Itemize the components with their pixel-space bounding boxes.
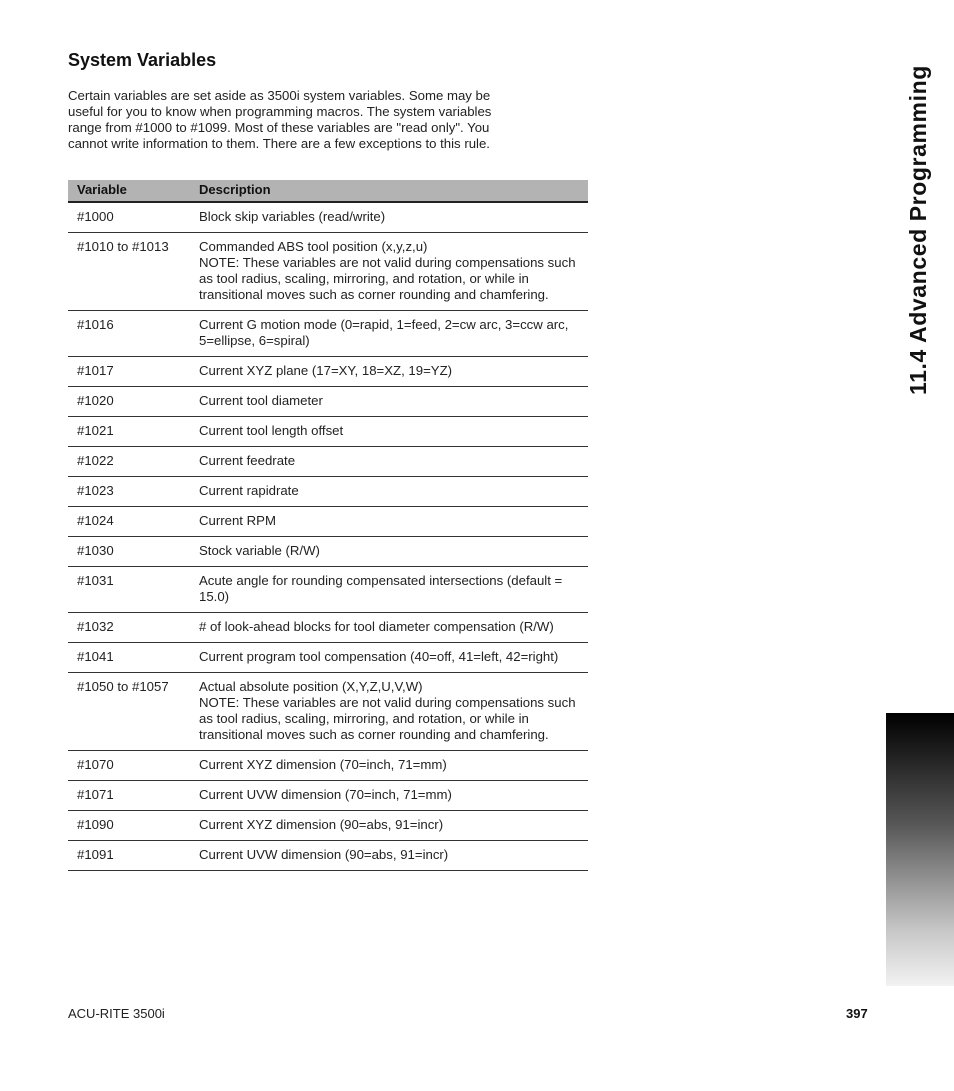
description-cell: # of look-ahead blocks for tool diameter compensation (R/W)	[189, 613, 588, 643]
system-variables-table	[68, 180, 588, 871]
description-cell: Block skip variables (read/write)	[189, 202, 588, 233]
variable-cell: #1070	[68, 751, 189, 781]
table-row	[68, 507, 588, 537]
table-row	[68, 673, 588, 751]
footer-product: ACU-RITE 3500i	[68, 1006, 165, 1021]
table-row	[68, 613, 588, 643]
description-cell: Current RPM	[189, 507, 588, 537]
variable-cell: #1031	[68, 567, 189, 613]
description-cell: Commanded ABS tool position (x,y,z,u) NOTE: These variables are not valid during compensations such as tool radius, scaling, mirroring, and rotation, or while in transitional moves such as corner rounding and chamfering.	[189, 233, 588, 311]
variable-cell: #1041	[68, 643, 189, 673]
variable-cell: #1000	[68, 202, 189, 233]
description-cell: Current UVW dimension (90=abs, 91=incr)	[189, 841, 588, 871]
table-row	[68, 811, 588, 841]
table-row	[68, 643, 588, 673]
variable-cell: #1091	[68, 841, 189, 871]
chapter-thumb-tab	[886, 713, 954, 986]
variable-cell: #1071	[68, 781, 189, 811]
table-row	[68, 781, 588, 811]
description-cell: Current program tool compensation (40=off, 41=left, 42=right)	[189, 643, 588, 673]
description-cell: Acute angle for rounding compensated intersections (default = 15.0)	[189, 567, 588, 613]
variable-cell: #1050 to #1057	[68, 673, 189, 751]
intro-paragraph: Certain variables are set aside as 3500i system variables. Some may be useful for you to know when programming macros. The system variables range from #1000 to #1099. Most of these variables are "read only". You cannot write information to them. There are a few exceptions to this rule.	[68, 88, 492, 151]
variable-cell: #1017	[68, 357, 189, 387]
variable-cell: #1010 to #1013	[68, 233, 189, 311]
description-cell: Current XYZ dimension (70=inch, 71=mm)	[189, 751, 588, 781]
table-row	[68, 567, 588, 613]
description-cell: Current XYZ plane (17=XY, 18=XZ, 19=YZ)	[189, 357, 588, 387]
table-row	[68, 311, 588, 357]
table-row	[68, 841, 588, 871]
description-cell: Current feedrate	[189, 447, 588, 477]
variable-cell: #1022	[68, 447, 189, 477]
description-cell: Current G motion mode (0=rapid, 1=feed, 2=cw arc, 3=ccw arc, 5=ellipse, 6=spiral)	[189, 311, 588, 357]
description-cell: Current tool length offset	[189, 417, 588, 447]
header-description: Description	[189, 180, 588, 202]
table-body	[68, 202, 588, 871]
table-row	[68, 202, 588, 233]
table-row	[68, 357, 588, 387]
table-row	[68, 537, 588, 567]
table-header-row	[68, 180, 588, 202]
description-cell: Stock variable (R/W)	[189, 537, 588, 567]
description-cell: Actual absolute position (X,Y,Z,U,V,W) NOTE: These variables are not valid during compensations such as tool radius, scaling, mirroring, and rotation, or while in transitional moves such as corner rounding and chamfering.	[189, 673, 588, 751]
table-row	[68, 477, 588, 507]
variable-cell: #1030	[68, 537, 189, 567]
variable-cell: #1020	[68, 387, 189, 417]
description-cell: Current UVW dimension (70=inch, 71=mm)	[189, 781, 588, 811]
chapter-side-heading: 11.4 Advanced Programming	[905, 65, 931, 395]
variable-cell: #1023	[68, 477, 189, 507]
variable-cell: #1021	[68, 417, 189, 447]
variable-cell: #1024	[68, 507, 189, 537]
description-cell: Current rapidrate	[189, 477, 588, 507]
table-row	[68, 233, 588, 311]
variable-cell: #1032	[68, 613, 189, 643]
section-title: System Variables	[68, 50, 217, 70]
table-row	[68, 447, 588, 477]
variable-cell: #1090	[68, 811, 189, 841]
header-variable: Variable	[68, 180, 189, 202]
table-row	[68, 751, 588, 781]
table-row	[68, 387, 588, 417]
description-cell: Current tool diameter	[189, 387, 588, 417]
table-row	[68, 417, 588, 447]
footer-page-number: 397	[846, 1006, 868, 1021]
description-cell: Current XYZ dimension (90=abs, 91=incr)	[189, 811, 588, 841]
variable-cell: #1016	[68, 311, 189, 357]
